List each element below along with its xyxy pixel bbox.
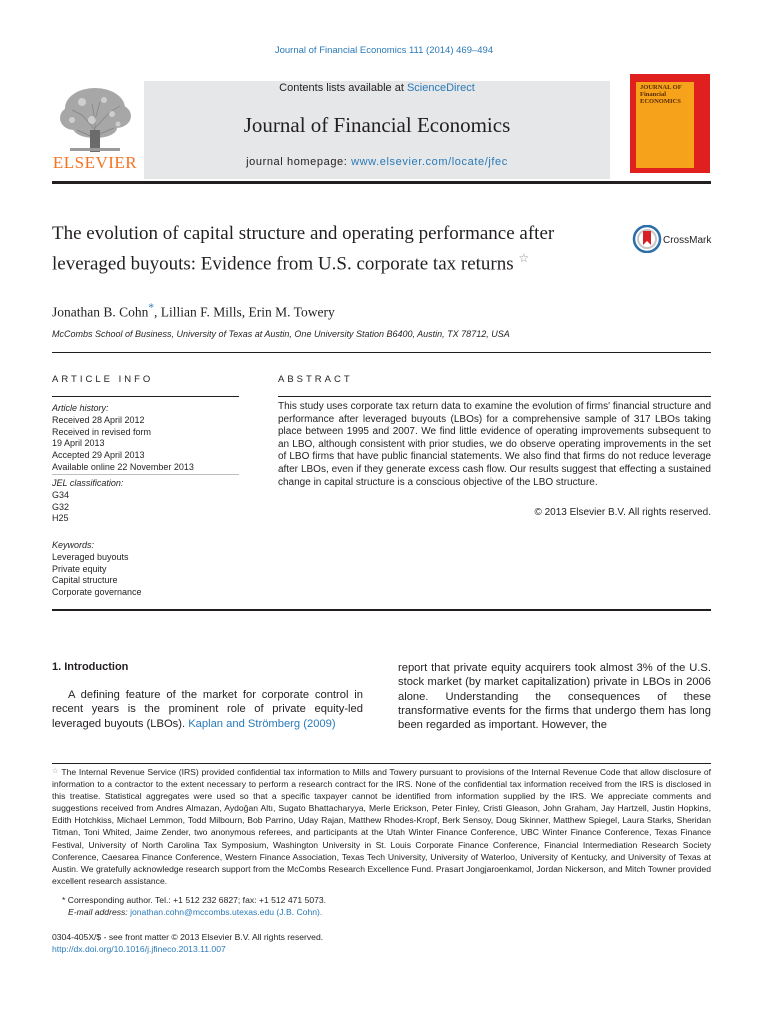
footnote-rule xyxy=(52,763,711,764)
article-info-heading: ARTICLE INFO xyxy=(52,374,154,385)
keyword: Private equity xyxy=(52,563,107,574)
elsevier-wordmark: ELSEVIER xyxy=(52,153,138,172)
jel-classification xyxy=(52,478,242,525)
section-heading: 1. Introduction xyxy=(52,661,129,673)
contents-line xyxy=(144,82,610,94)
history-line: Received 28 April 2012 xyxy=(52,414,145,425)
homepage-prefix: journal homepage: xyxy=(246,156,352,168)
email-label: E-mail address: xyxy=(68,907,131,917)
history-line: 19 April 2013 xyxy=(52,438,105,449)
issn-block xyxy=(52,931,323,955)
title-rule xyxy=(52,352,711,353)
article-title-text: The evolution of capital structure and operating performance after leveraged buyouts: Evidence from U.S. corporate tax returns xyxy=(52,223,555,275)
info-divider xyxy=(52,474,239,475)
keyword: Capital structure xyxy=(52,575,118,586)
history-line: Accepted 29 April 2013 xyxy=(52,450,145,461)
issn-line: 0304-405X/$ - see front matter © 2013 Elsevier B.V. All rights reserved. xyxy=(52,932,324,942)
article-title xyxy=(52,222,620,276)
body-column-right: report that private equity acquirers took almost 3% of the U.S. stock market (by market capitalization) private in LBOs in 2006 alone. Understanding the consequences of these transformative events for the firms that undergo them has long been regarded as important. However, the xyxy=(398,662,711,732)
author-cohn: Jonathan B. Cohn xyxy=(52,304,149,320)
jel-code: G34 xyxy=(52,489,70,500)
abstract-copyright: © 2013 Elsevier B.V. All rights reserved. xyxy=(534,507,711,518)
keyword: Corporate governance xyxy=(52,587,142,598)
abstract-bottom-rule xyxy=(52,609,711,611)
abstract-heading: ABSTRACT xyxy=(278,374,353,385)
abstract-rule xyxy=(278,396,711,397)
article-history xyxy=(52,403,242,474)
history-line: Available online 22 November 2013 xyxy=(52,461,194,472)
homepage-link[interactable]: www.elsevier.com/locate/jfec xyxy=(351,156,508,168)
keywords xyxy=(52,540,242,599)
email-suffix: (J.B. Cohn). xyxy=(274,907,323,917)
body-column-left xyxy=(52,688,363,731)
journal-cover-title: JOURNAL OF Financial ECONOMICS xyxy=(640,84,682,105)
masthead-rule xyxy=(52,181,711,184)
contents-prefix: Contents lists available at xyxy=(279,82,407,94)
history-heading: Article history: xyxy=(52,403,109,413)
author-others: , Lillian F. Mills, Erin M. Towery xyxy=(154,304,335,320)
journal-citation: Journal of Financial Economics 111 (2014) 469–494 xyxy=(274,45,494,56)
email-link[interactable]: jonathan.cohn@mccombs.utexas.edu xyxy=(130,907,275,917)
keyword: Leveraged buyouts xyxy=(52,551,129,562)
affiliation: McCombs School of Business, University of Texas at Austin, One University Station B6400, Austin, TX 78712, USA xyxy=(52,329,510,339)
history-line: Received in revised form xyxy=(52,426,152,437)
doi-link[interactable]: http://dx.doi.org/10.1016/j.jfineco.2013.11.007 xyxy=(52,944,226,954)
article-info-rule xyxy=(52,396,239,397)
footnote-text: The Internal Revenue Service (IRS) provided confidential tax information to Mills and Towery pursuant to provisions of the Internal Revenue Code that allow disclosure of information to a contractor to the extent necessary to perform a research contract for the IRS. None of the confidential tax information received from the IRS is disclosed in this treatise. Statistical aggregates were used so that a specific taxpayer cannot be identified from information supplied by the IRS. We appreciate comments and suggestions received from Andres Almazan, Aydoğan Altı, Sugato Bhattacharyya, Merle Erickson, Peter Finley, Cristi Gleason, John Graham, Jay Hartzell, Justin Hopkins, Edith Hotchkiss, Michael Lemmon, Todd Milbourn, Bob Parrino, Uday Rajan, Matthew Rhodes-Kropf, Berk Sensoy, Doug Skinner, Matthew Spiegel, Laura Starks, Sheridan Titman, Toni Whited, Jaime Zender, two anonymous referees, and participants at the Utah Winter Finance Conference, UBC Winter Finance Conference, Texas Finance Festival, University of North Carolina Tax Symposium, Washington University in St. Louis Corporate Finance Conference, Financial Intermediation Research Society Conference, Caesarea Finance Conference, Western Finance Association, Texas Tech University, University of Waterloo, University of Kentucky, and University of Texas at Austin. We gratefully acknowledge research support from the McCombs Research Excellence Fund. Prasart Jongjaroenkamol, Jordan Nickerson, and Mitch Towner provided excellent research assistance. xyxy=(52,767,711,886)
body-text: A defining feature of the market for corporate control in recent years is the prominent role of private equity-led leveraged buyouts (LBOs). xyxy=(52,689,363,730)
homepage-line xyxy=(144,156,610,168)
author-list xyxy=(52,302,335,321)
corresponding-author-mark[interactable]: * xyxy=(148,302,154,314)
jel-heading: JEL classification: xyxy=(52,478,124,488)
crossmark-label[interactable]: CrossMark xyxy=(663,235,712,246)
jel-code: H25 xyxy=(52,513,69,524)
corresponding-author-note xyxy=(52,894,711,918)
journal-title: Journal of Financial Economics xyxy=(243,113,511,137)
keywords-heading: Keywords: xyxy=(52,540,95,550)
jel-code: G32 xyxy=(52,501,70,512)
abstract-text: This study uses corporate tax return data to examine the evolution of firms' financial structure and performance after leveraged buyouts (LBOs) for a comprehensive sample of 317 LBOs taking place between 1995 and 2007. We find little evidence of operating improvements subsequent to an LBO, although consistent with prior studies, we do observe operating improvements in the set of LBO firms that have public financial statements. We also find that firms do not reduce leverage after LBOs, even if they generate excess cash flow. Our results suggest that effecting a sustained change in capital structure is a conscious objective of the LBO structure. xyxy=(278,401,711,488)
footnote-star-mark: ☆ xyxy=(52,768,59,775)
sciencedirect-link[interactable]: ScienceDirect xyxy=(406,82,475,94)
citation-link[interactable]: Kaplan and Strömberg (2009) xyxy=(188,717,336,730)
acknowledgement-footnote xyxy=(52,766,711,887)
title-footnote-mark[interactable]: ☆ xyxy=(518,251,530,265)
corresponding-contact: * Corresponding author. Tel.: +1 512 232 6827; fax: +1 512 471 5073. xyxy=(62,895,327,905)
